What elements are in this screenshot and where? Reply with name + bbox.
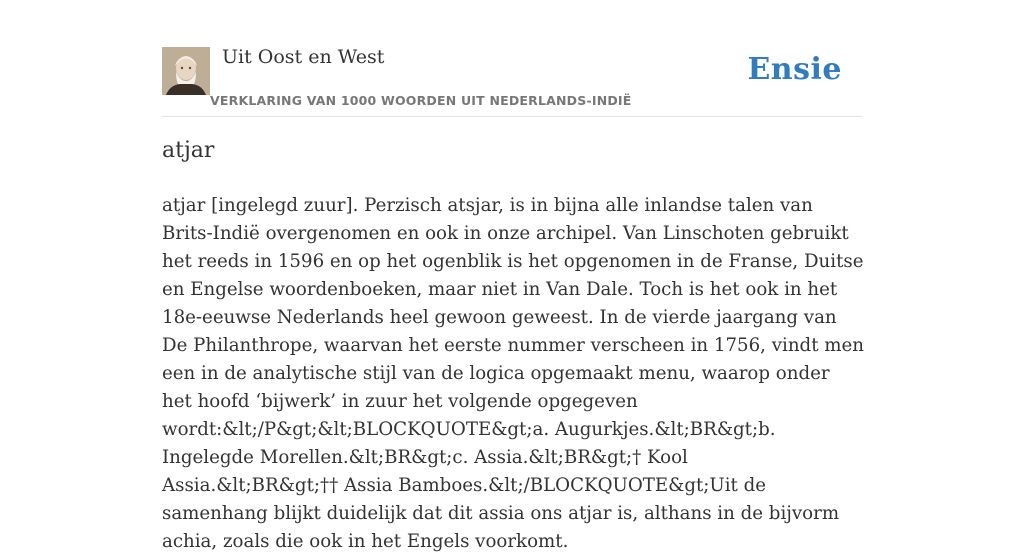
source-title[interactable]: Uit Oost en West [222, 46, 385, 68]
portrait-icon[interactable] [162, 47, 210, 95]
source-subtitle: VERKLARING VAN 1000 WOORDEN UIT NEDERLANDS-INDIË [210, 93, 632, 108]
entry-title: atjar [162, 138, 215, 163]
header [162, 46, 862, 117]
brand-logo[interactable]: Ensie [747, 52, 842, 87]
entry-body: atjar [ingelegd zuur]. Perzisch atsjar, is in bijna alle inlandse talen van Brits-Indië overgenomen en ook in onze archipel. Van Linschoten gebruikt het reeds in 1596 en op het ogenblik is het opgenomen in de Franse, Duitse en Engelse woordenboeken, maar niet in Van Dale. Toch is het ook in het 18e-eeuwse Nederlands heel gewoon geweest. In de vierde jaargang van De Philanthrope, waarvan het eerste nummer verscheen in 1756, vindt men een in de analytische stijl van de logica opgemaakt menu, waarop onder het hoofd ‘bijwerk’ in zuur het volgende opgegeven wordt:&lt;/P&gt;&lt;BLOCKQUOTE&gt;a. Augurkjes.&lt;BR&gt;b. Ingelegde Morellen.&lt;BR&gt;c. Assia.&lt;BR&gt;† Kool Assia.&lt;BR&gt;†† Assia Bamboes.&lt;/BLOCKQUOTE&gt;Uit de samenhang blijkt duidelijk dat dit assia ons atjar is, althans in de bijvorm achia, zoals die ook in het Engels voorkomt. [162, 195, 865, 552]
